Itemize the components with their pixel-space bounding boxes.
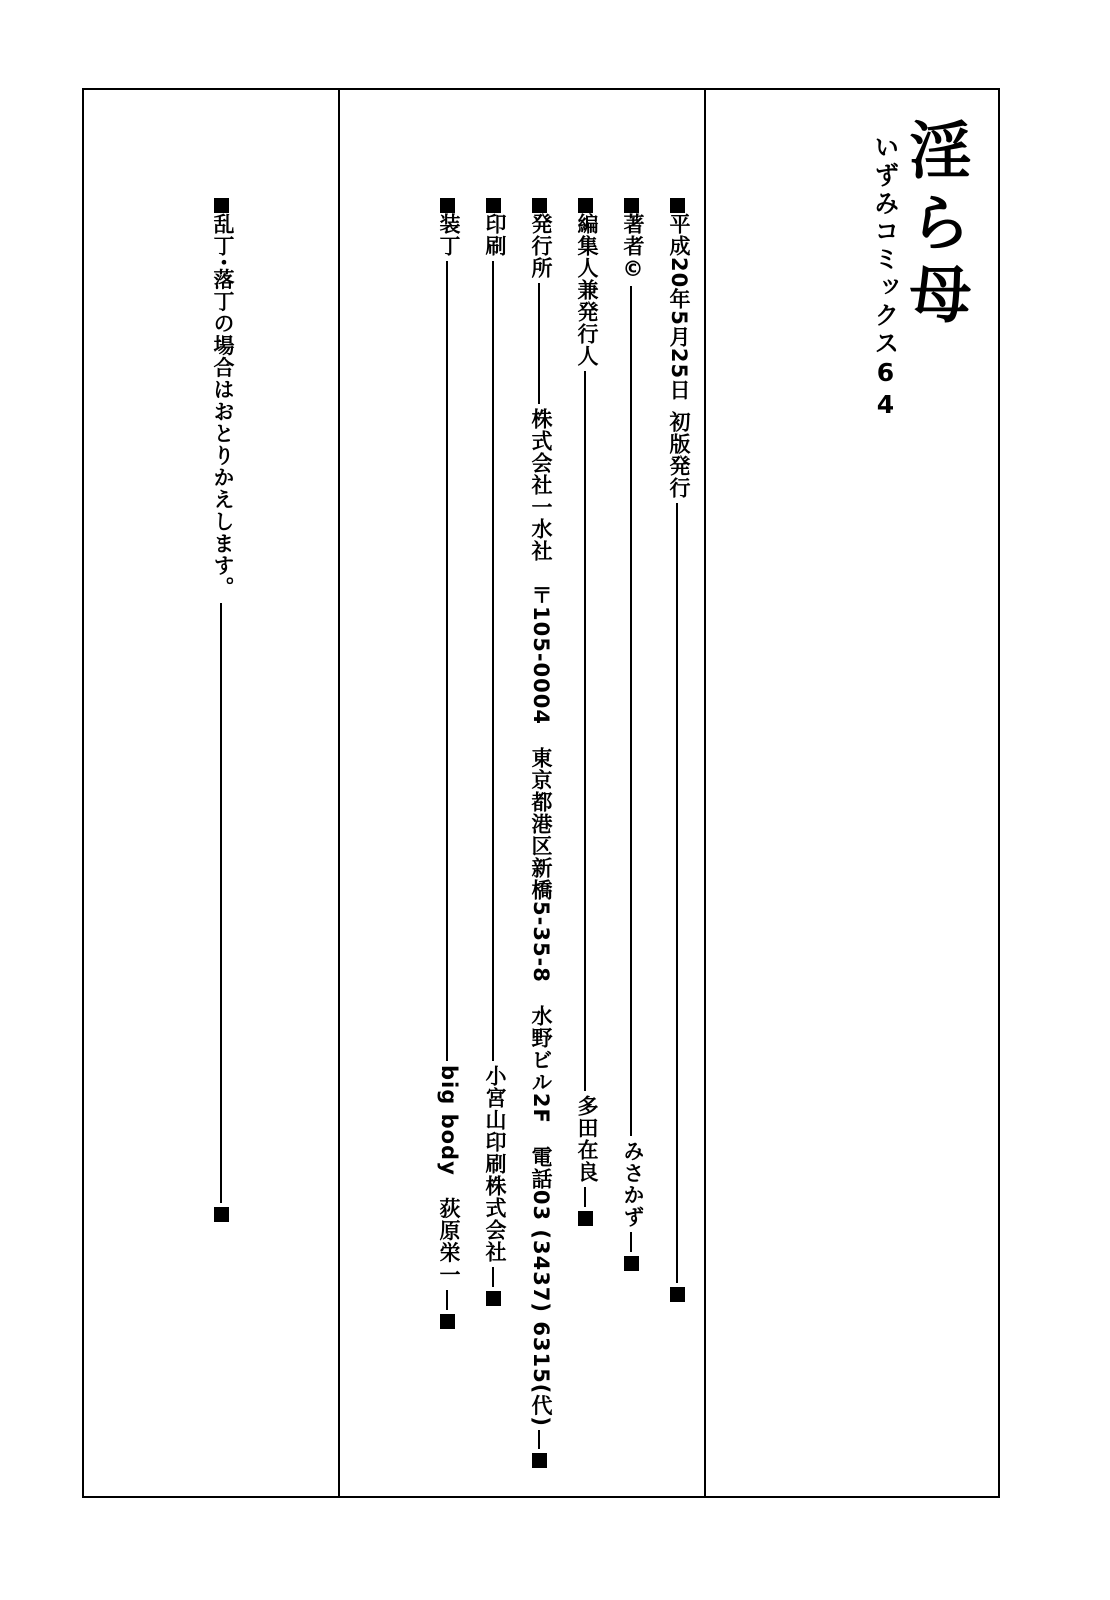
credits-list bbox=[352, 198, 694, 1468]
credit-row-editor-publisher bbox=[568, 198, 602, 1468]
bullet-square-icon bbox=[624, 198, 639, 213]
credit-value: big body 荻原栄一 bbox=[437, 1065, 461, 1286]
return-policy-line bbox=[204, 198, 238, 1468]
credit-value: 初版発行 bbox=[667, 411, 691, 500]
bullet-square-icon bbox=[624, 1256, 639, 1271]
credit-label: 編集人兼発行人 bbox=[575, 213, 599, 367]
bullet-square-icon bbox=[670, 198, 685, 213]
title-block bbox=[818, 118, 972, 638]
credit-row-printing bbox=[476, 198, 510, 1468]
colophon-frame bbox=[82, 88, 1000, 1498]
credit-label: 印刷 bbox=[483, 213, 507, 257]
credit-row-author bbox=[614, 198, 648, 1468]
bullet-square-icon bbox=[532, 1453, 547, 1468]
bullet-square-icon bbox=[486, 198, 501, 213]
bullet-square-icon bbox=[486, 1291, 501, 1306]
credit-value: 株式会社一水社 〒105-0004 東京都港区新橋5-35-8 水野ビル2F 電話03 (3437) 6315(代) bbox=[529, 407, 553, 1427]
bullet-square-icon bbox=[440, 198, 455, 213]
bullet-square-icon bbox=[214, 198, 229, 213]
vertical-divider-right bbox=[704, 90, 706, 1496]
bullet-square-icon bbox=[440, 1314, 455, 1329]
bullet-square-icon bbox=[214, 1207, 229, 1222]
bullet-square-icon bbox=[532, 198, 547, 213]
bullet-square-icon bbox=[578, 1211, 593, 1226]
credit-row-publication-date bbox=[660, 198, 694, 1468]
bullet-square-icon bbox=[578, 198, 593, 213]
bullet-square-icon bbox=[670, 1287, 685, 1302]
credit-row-binding-design bbox=[430, 198, 464, 1468]
credit-label: 装丁 bbox=[437, 213, 461, 257]
return-policy-text: 乱丁･落丁の場合はおとりかえします。 bbox=[211, 213, 235, 599]
series-label: いずみコミックス64 bbox=[870, 134, 900, 422]
vertical-divider-left bbox=[338, 90, 340, 1496]
credit-label: 著者© bbox=[621, 213, 645, 282]
credit-label: 平成20年5月25日 bbox=[667, 213, 691, 402]
credit-value: 多田在良 bbox=[575, 1095, 599, 1183]
credit-row-publisher bbox=[522, 198, 556, 1468]
credit-value: 小宮山印刷株式会社 bbox=[483, 1065, 507, 1263]
credit-label: 発行所 bbox=[529, 213, 553, 279]
page-title: 淫ら母 bbox=[899, 118, 972, 334]
credit-value: みさかず bbox=[621, 1140, 645, 1228]
